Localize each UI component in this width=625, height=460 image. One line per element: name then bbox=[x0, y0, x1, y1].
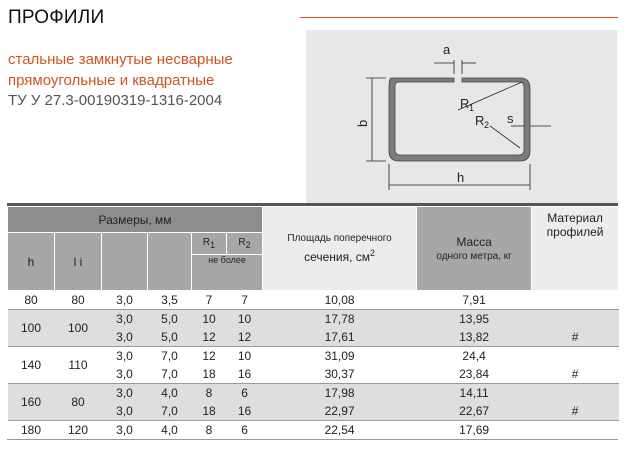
diagram-label-r2: R bbox=[475, 113, 485, 128]
table-body bbox=[8, 291, 619, 440]
cell-r2: 16 bbox=[227, 402, 263, 421]
cell-r1: 18 bbox=[192, 365, 227, 384]
cell-s: 3,0 bbox=[102, 347, 148, 366]
standard-code: ТУ У 27.3-00190319-1316-2004 bbox=[8, 92, 223, 109]
table-bottom-border bbox=[7, 439, 618, 440]
cell-r2: 6 bbox=[227, 384, 263, 403]
cell-r2: 16 bbox=[227, 365, 263, 384]
cell-h: 100 bbox=[8, 310, 55, 347]
cell-h: 140 bbox=[8, 347, 55, 384]
cell-a: 7,0 bbox=[148, 365, 192, 384]
header-area-line2: сечения, см bbox=[304, 250, 371, 264]
subtitle-line-1: стальные замкнутые несварные bbox=[8, 51, 233, 68]
cell-r1: 12 bbox=[192, 347, 227, 366]
table-row bbox=[8, 384, 619, 403]
header-col-r1 bbox=[192, 233, 227, 255]
cell-a: 4,0 bbox=[148, 384, 192, 403]
profile-spec-table bbox=[7, 206, 619, 439]
cell-mat bbox=[532, 347, 619, 366]
header-col-a bbox=[148, 233, 192, 291]
cell-r2: 10 bbox=[227, 347, 263, 366]
cell-area: 31,09 bbox=[263, 347, 417, 366]
diagram-label-h: h bbox=[457, 170, 465, 185]
cell-a: 7,0 bbox=[148, 402, 192, 421]
header-area-line1: Площадь поперечного bbox=[287, 233, 392, 244]
diagram-label-b: b bbox=[355, 119, 370, 127]
cell-area: 10,08 bbox=[263, 291, 417, 310]
header-col-b: l і bbox=[55, 233, 102, 291]
cell-b: 80 bbox=[55, 384, 102, 421]
diagram-label-r1: R bbox=[460, 96, 470, 111]
cell-r2: 10 bbox=[227, 310, 263, 329]
cell-a: 4,0 bbox=[148, 421, 192, 440]
cell-s: 3,0 bbox=[102, 402, 148, 421]
table-row bbox=[8, 421, 619, 440]
cell-a: 5,0 bbox=[148, 328, 192, 347]
header-area bbox=[263, 207, 417, 291]
cell-h: 180 bbox=[8, 421, 55, 440]
cell-s: 3,0 bbox=[102, 310, 148, 329]
table-row bbox=[8, 347, 619, 366]
cell-mat bbox=[532, 421, 619, 440]
diagram-label-s: s bbox=[507, 111, 514, 126]
cell-r1: 8 bbox=[192, 421, 227, 440]
cell-mat bbox=[532, 384, 619, 403]
header-col-s bbox=[102, 233, 148, 291]
cell-area: 17,78 bbox=[263, 310, 417, 329]
header-mass-line1: Масса bbox=[456, 235, 492, 249]
cell-s: 3,0 bbox=[102, 421, 148, 440]
cell-r1: 10 bbox=[192, 310, 227, 329]
header-mass-line2: одного метра, кг bbox=[436, 251, 512, 262]
cell-a: 7,0 bbox=[148, 347, 192, 366]
cell-mat bbox=[532, 310, 619, 329]
cell-b: 120 bbox=[55, 421, 102, 440]
cell-r2: 7 bbox=[227, 291, 263, 310]
cell-s: 3,0 bbox=[102, 384, 148, 403]
cell-r2: 12 bbox=[227, 328, 263, 347]
header-material-line1: Материал bbox=[547, 211, 603, 225]
cell-r2: 6 bbox=[227, 421, 263, 440]
cell-b: 100 bbox=[55, 310, 102, 347]
page-title: ПРОФИЛИ bbox=[8, 7, 105, 28]
cell-s: 3,0 bbox=[102, 328, 148, 347]
header-col-r1-sub: 1 bbox=[210, 240, 216, 250]
cell-s: 3,0 bbox=[102, 291, 148, 310]
cell-mass: 17,69 bbox=[417, 421, 532, 440]
header-col-r2-sub: 2 bbox=[245, 240, 251, 250]
cell-mass: 22,67 bbox=[417, 402, 532, 421]
title-divider bbox=[300, 17, 618, 18]
header-area-line2-wrap bbox=[263, 248, 416, 264]
cell-s: 3,0 bbox=[102, 365, 148, 384]
cell-r1: 18 bbox=[192, 402, 227, 421]
cell-mass: 7,91 bbox=[417, 291, 532, 310]
header-area-sup: 2 bbox=[370, 248, 376, 258]
header-col-r2 bbox=[227, 233, 263, 255]
cell-area: 22,97 bbox=[263, 402, 417, 421]
cell-r1: 8 bbox=[192, 384, 227, 403]
header-col-r1-label: R bbox=[202, 237, 211, 248]
header-material-line2: профилей bbox=[546, 225, 604, 239]
header-col-h: h bbox=[8, 233, 55, 291]
diagram-label-a: a bbox=[443, 42, 451, 57]
profile-cross-section-diagram bbox=[306, 30, 617, 203]
cell-b: 80 bbox=[55, 291, 102, 310]
cell-a: 5,0 bbox=[148, 310, 192, 329]
cell-mat: # bbox=[532, 328, 619, 347]
header-mass bbox=[417, 207, 532, 291]
cell-area: 30,37 bbox=[263, 365, 417, 384]
table-row bbox=[8, 291, 619, 310]
cell-b: 110 bbox=[55, 347, 102, 384]
diagram-label-r2-sub: 2 bbox=[484, 120, 490, 130]
cell-h: 80 bbox=[8, 291, 55, 310]
cell-a: 3,5 bbox=[148, 291, 192, 310]
header-note-max: не более bbox=[192, 255, 263, 291]
cell-r1: 7 bbox=[192, 291, 227, 310]
cell-area: 17,98 bbox=[263, 384, 417, 403]
cell-h: 160 bbox=[8, 384, 55, 421]
header-sizes: Размеры, мм bbox=[8, 207, 263, 233]
cell-area: 17,61 bbox=[263, 328, 417, 347]
cell-mass: 13,95 bbox=[417, 310, 532, 329]
cell-mat: # bbox=[532, 365, 619, 384]
cell-mass: 24,4 bbox=[417, 347, 532, 366]
table-row bbox=[8, 310, 619, 329]
cell-mat: # bbox=[532, 402, 619, 421]
cell-mass: 13,82 bbox=[417, 328, 532, 347]
cell-r1: 12 bbox=[192, 328, 227, 347]
subtitle-line-2: прямоугольные и квадратные bbox=[8, 72, 215, 89]
header-material bbox=[532, 207, 619, 291]
header-col-r2-label: R bbox=[238, 237, 246, 248]
cell-mass: 14,11 bbox=[417, 384, 532, 403]
cell-mat bbox=[532, 291, 619, 310]
cell-mass: 23,84 bbox=[417, 365, 532, 384]
cell-area: 22,54 bbox=[263, 421, 417, 440]
diagram-label-r1-sub: 1 bbox=[469, 103, 475, 113]
